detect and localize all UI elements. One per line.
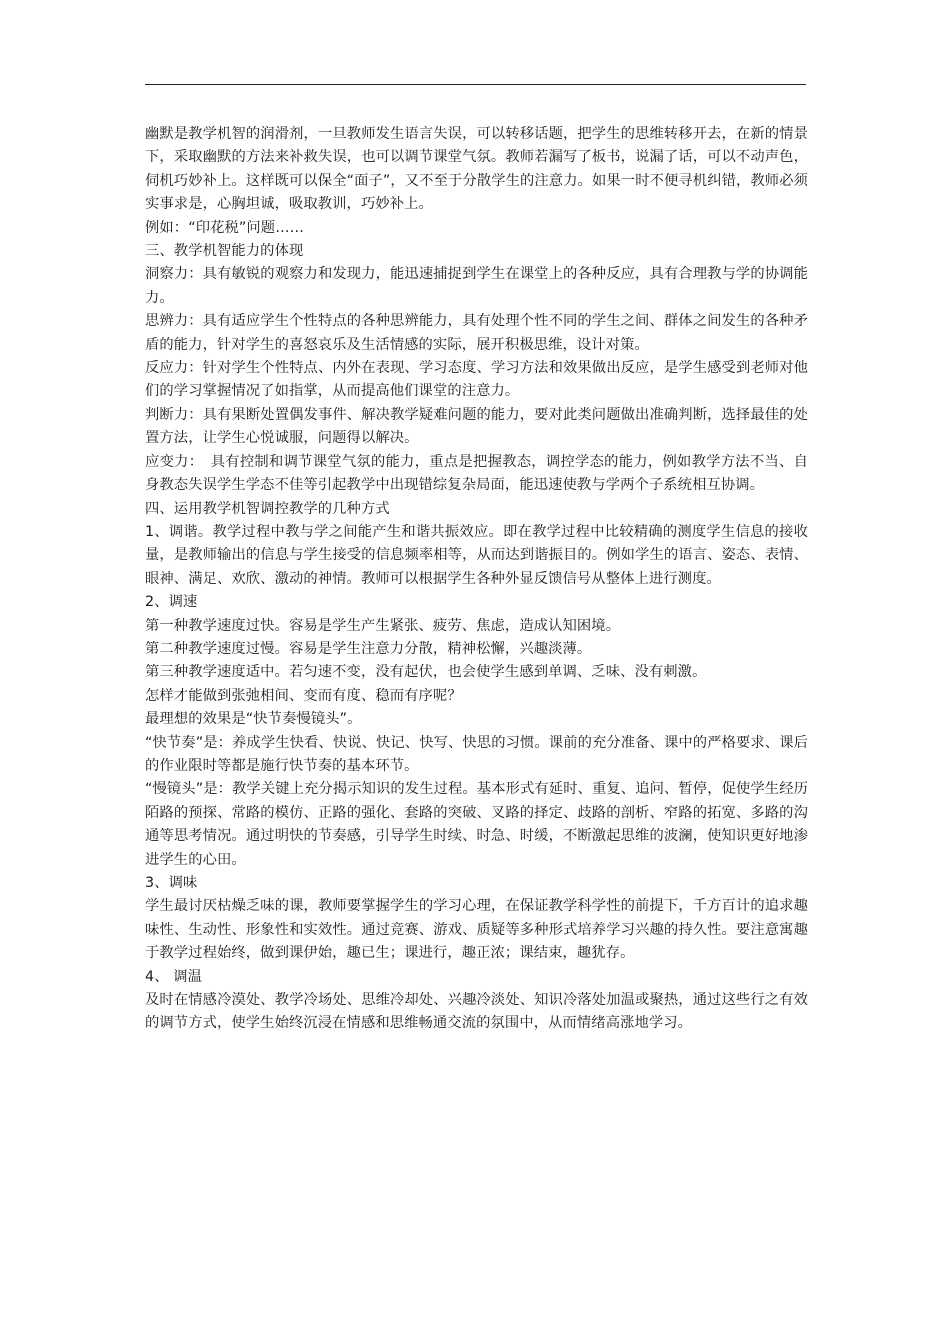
header-rule: [145, 84, 806, 85]
paragraph-speed-fast: 第一种教学速度过快。容易是学生产生紧张、疲劳、焦虑，造成认知困境。: [145, 617, 621, 634]
paragraph-reasoning: 思辨力：具有适应学生个性特点的各种思辨能力，具有处理个性不同的学生之间、群体之间发生的各种矛盾的能力，针对学生的喜怒哀乐及生活情感的实际，展开积极思维，设计对策。: [145, 313, 808, 353]
paragraph-speed-slow: 第二种教学速度过慢。容易是学生注意力分散，精神松懈，兴趣淡薄。: [145, 640, 592, 657]
paragraph-example: 例如：“印花税”问题……: [145, 219, 304, 236]
section-heading-3: 三、教学机智能力的体现: [145, 243, 304, 260]
subheading-speed: 2、调速: [145, 594, 198, 611]
subheading-temperature: 4、 调温: [145, 968, 203, 985]
subheading-flavor: 3、调味: [145, 875, 198, 891]
paragraph-ideal-effect: 最理想的效果是“快节奏慢镜头”。: [145, 711, 362, 728]
paragraph-humor: 幽默是教学机智的润滑剂，一旦教师发生语言失误，可以转移话题，把学生的思维转移开去，在新的情景下，采取幽默的方法来补救失误，也可以调节课堂气氛。教师若漏写了板书，说漏了话，可以不动声色，伺机巧妙补上。这样既可以保全“面子”，又不至于分散学生的注意力。如果一时不便寻机纠错，教师必须实事求是，心胸坦诚，吸取教训，巧妙补上。: [145, 126, 808, 213]
paragraph-insight: 洞察力：具有敏锐的观察力和发现力，能迅速捕捉到学生在课堂上的各种反应，具有合理教与学的协调能力。: [145, 266, 808, 306]
paragraph-temperature: 及时在情感冷漠处、教学冷场处、思维冷却处、兴趣冷淡处、知识冷落处加温或聚热，通过这些行之有效的调节方式，使学生始终沉浸在情感和思维畅通交流的氛围中，从而情绪高涨地学习。: [145, 992, 808, 1032]
paragraph-judgment: 判断力：具有果断处置偶发事件、解决教学疑难问题的能力，要对此类问题做出准确判断，选择最佳的处置方法，让学生心悦诚服，问题得以解决。: [145, 406, 808, 447]
paragraph-fast-rhythm: “快节奏”是：养成学生快看、快说、快记、快写、快思的习惯。课前的充分准备、课中的严格要求、课后的作业限时等都是施行快节奏的基本环节。: [145, 734, 808, 774]
section-heading-4: 四、运用教学机智调控教学的几种方式: [145, 500, 390, 517]
paragraph-harmonize: 1、调谐。教学过程中教与学之间能产生和谐共振效应。即在教学过程中比较精确的测度学生信息的接收量，是教师输出的信息与学生接受的信息频率相等，从而达到谐振目的。例如学生的语言、姿态、表情、眼神、满足、欢欣、激动的神情。教师可以根据学生各种外显反馈信号从整体上进行测度。: [145, 523, 808, 587]
paragraph-slow-motion: “慢镜头”是：教学关键上充分揭示知识的发生过程。基本形式有延时、重复、追问、暂停，促使学生经历陌路的预探、常路的模仿、正路的强化、套路的突破、叉路的择定、歧路的剖析、窄路的拓宽、多路的沟通等思考情况。通过明快的节奏感，引导学生时续、时急、时缓，不断激起思维的波澜，使知识更好地渗进学生的心田。: [145, 781, 808, 868]
paragraph-flavor: 学生最讨厌枯燥乏味的课，教师要掌握学生的学习心理，在保证教学科学性的前提下，千方百计的追求趣味性、生动性、形象性和实效性。通过竞赛、游戏、质疑等多种形式培养学习兴趣的持久性。要注意寓趣于教学过程始终，做到课伊始，趣已生；课进行，趣正浓；课结束，趣犹存。: [145, 898, 808, 962]
paragraph-question: 怎样才能做到张弛相间、变而有度、稳而有序呢？: [145, 687, 462, 704]
document-body: [145, 123, 808, 1036]
paragraph-adaptability: 应变力： 具有控制和调节课堂气氛的能力，重点是把握教态，调控学态的能力，例如教学方法不当、自身教态失误学生学态不佳等引起教学中出现错综复杂局面，能迅速使教与学两个子系统相互协调。: [145, 453, 808, 494]
paragraph-reaction: 反应力：针对学生个性特点、内外在表现、学习态度、学习方法和效果做出反应，是学生感受到老师对他们的学习掌握情况了如指掌，从而提高他们课堂的注意力。: [145, 360, 808, 400]
paragraph-speed-moderate: 第三种教学速度适中。若匀速不变，没有起伏，也会使学生感到单调、乏味、没有刺激。: [145, 664, 707, 681]
